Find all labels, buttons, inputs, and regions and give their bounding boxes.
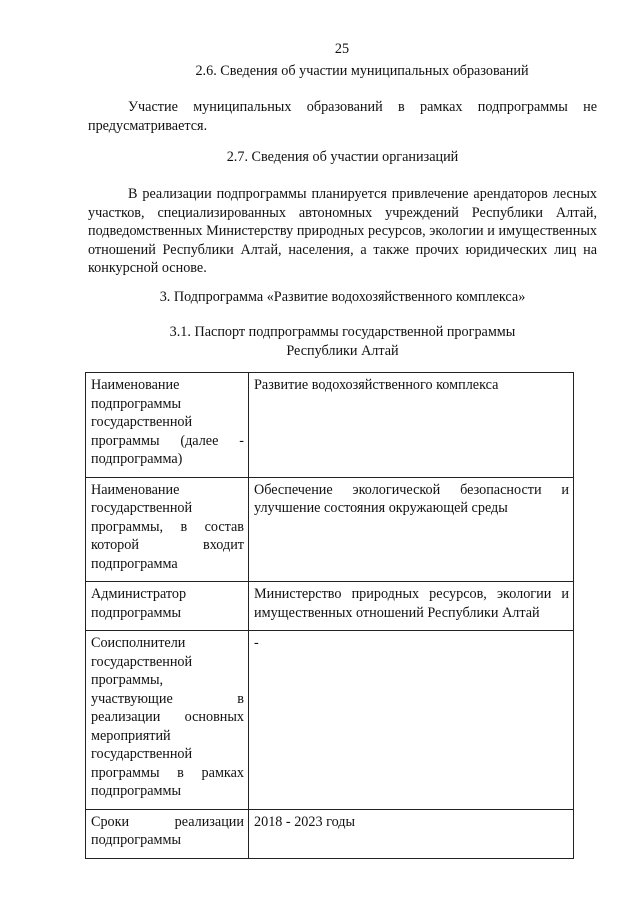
section-3-heading: 3. Подпрограмма «Развитие водохозяйственного комплекса» xyxy=(159,289,526,305)
row-value: 2018 - 2023 годы xyxy=(249,809,574,858)
section-3-1-heading xyxy=(88,323,597,360)
section-3-1-heading-line2: Республики Алтай xyxy=(286,342,399,359)
row-value: Министерство природных ресурсов, экологии и имущественных отношений Республики Алтай xyxy=(249,582,574,631)
row-value: Развитие водохозяйственного комплекса xyxy=(249,373,574,478)
row-label: Наименование подпрограммы государственной программы (далее - подпрограмма) xyxy=(86,373,249,478)
table-row xyxy=(86,582,574,631)
section-2-7-heading: 2.7. Сведения об участии организаций xyxy=(226,149,459,165)
section-2-6-paragraph: Участие муниципальных образований в рамках подпрограммы не предусматривается. xyxy=(88,99,597,134)
table-row xyxy=(86,373,574,478)
row-label: Наименование государственной программы, в состав которой входит подпрограмма xyxy=(86,477,249,582)
table-row xyxy=(86,809,574,858)
row-label: Сроки реализации подпрограммы xyxy=(86,809,249,858)
row-value: Обеспечение экологической безопасности и улучшение состояния окружающей среды xyxy=(249,477,574,582)
row-label: Соисполнители государственной программы, участвующие в реализации основных мероприятий государственной программы в рамках подпрограммы xyxy=(86,631,249,810)
table-row xyxy=(86,477,574,582)
section-2-7-paragraph: В реализации подпрограммы планируется привлечение арендаторов лесных участков, специализированных автономных учреждений Республики Алтай, подведомственных Министерству природных ресурсов, экологии и имущественных отношений Республики Алтай, населения, а также прочих юридических лиц на конкурсной основе. xyxy=(88,186,597,276)
section-3-1-heading-line1: 3.1. Паспорт подпрограммы государственной программы xyxy=(169,324,516,340)
section-2-6-heading: 2.6. Сведения об участии муниципальных образований xyxy=(195,63,529,79)
row-value: - xyxy=(249,631,574,810)
row-label: Администратор подпрограммы xyxy=(86,582,249,631)
passport-table xyxy=(85,372,574,859)
table-row xyxy=(86,631,574,810)
page-number: 25 xyxy=(334,41,350,57)
